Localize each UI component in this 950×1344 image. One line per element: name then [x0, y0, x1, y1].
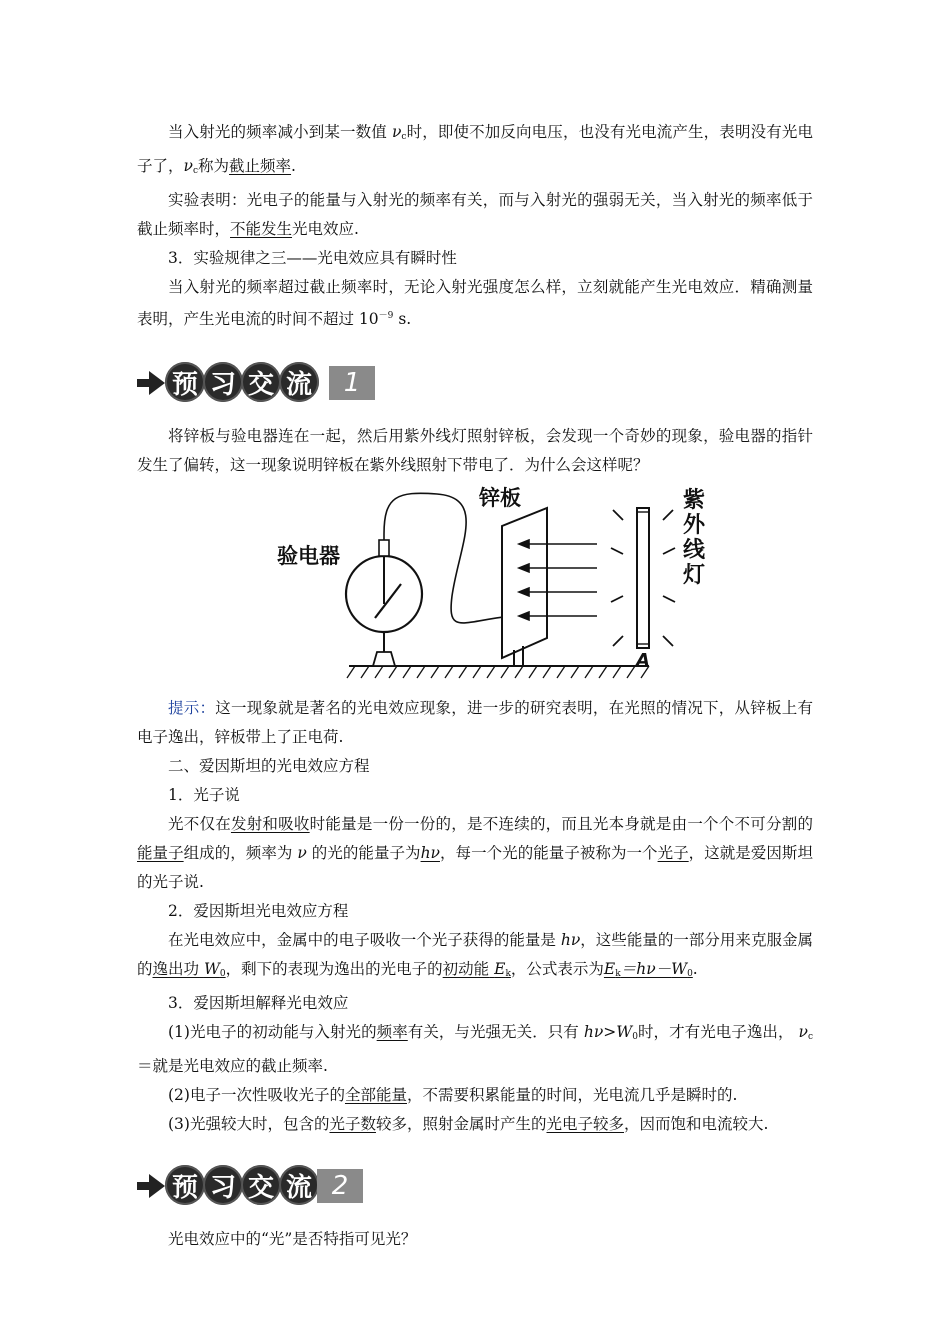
underlined-term: 全部能量: [344, 1086, 407, 1104]
paragraph-photon-theory: 光不仅在发射和吸收时能量是一份一份的，是不连续的，而且光本身就是由一个个不可分割的能量子组成的，频率为 ν 的光的能量子为hν，每一个光的能量子被称为一个光子，这就是爱因斯坦的光子说.: [137, 815, 813, 891]
electroscope-label: 验电器: [277, 544, 340, 568]
underlined-term: 截止频率: [229, 157, 292, 175]
paragraph-point-3: (3)光强较大时，包含的光子数较多，照射金属时产生的光电子较多，因而饱和电流较大.: [168, 1115, 769, 1133]
paragraph-instantaneous: 当入射光的频率超过截止频率时，无论入射光强度怎么样，立刻就能产生光电效应．精确测量表明，产生光电流的时间不超过 $10^{-9}$ s.: [137, 278, 813, 328]
document-page: [137, 118, 813, 1254]
section-heading-einstein: 二、爱因斯坦的光电效应方程: [168, 757, 370, 775]
underlined-term: 初动能 $E_k$: [442, 960, 511, 979]
paragraph-point-2: (2)电子一次性吸收光子的全部能量，不需要积累能量的时间，光电流几乎是瞬时的.: [168, 1086, 738, 1104]
underlined-term: 不能发生: [230, 220, 293, 238]
underlined-term: 频率: [376, 1023, 408, 1041]
paragraph-hint: 提示：这一现象就是著名的光电效应现象，进一步的研究表明，在光照的情况下，从锌板上有电子逸出，锌板带上了正电荷.: [137, 699, 813, 746]
banner-number: 1: [329, 366, 375, 400]
underlined-term: 光电子较多: [546, 1115, 625, 1133]
heading-rule-three: 3．实验规律之三——光电效应具有瞬时性: [168, 249, 457, 267]
equation: $E_k=h\nu-W_0$: [603, 960, 693, 979]
uv-lamp-label: 紫 外 线 灯: [683, 488, 706, 588]
nu-symbol: $\nu_c$: [183, 157, 198, 176]
preview-exchange-banner-2: [137, 1165, 813, 1207]
banner-title: 预 习 交 流: [165, 1165, 317, 1207]
paragraph-question: 将锌板与验电器连在一起，然后用紫外线灯照射锌板，会发现一个奇妙的现象，验电器的指针发生了偏转，这一现象说明锌板在紫外线照射下带电了．为什么会这样呢？: [137, 427, 813, 474]
underlined-term: hν: [420, 844, 440, 862]
paragraph-question-2: 光电效应中的“光”是否特指可见光？: [168, 1230, 417, 1248]
underlined-term: 发射和吸收: [230, 815, 310, 833]
paragraph-einstein-equation: 在光电效应中，金属中的电子吸收一个光子获得的能量是 hν，这些能量的一部分用来克服金属的逸出功 $W_0$，剩下的表现为逸出的光电子的初动能 $E_k$，公式表示为$E_k=h\nu-W_0$.: [137, 931, 813, 979]
lamp-letter-label: A: [636, 650, 650, 671]
text: 当入射光的频率减小到某一数值: [168, 123, 392, 141]
banner-number: 2: [317, 1169, 363, 1203]
underlined-term: 光子数: [329, 1115, 376, 1133]
zinc-plate-label: 锌板: [479, 486, 521, 510]
experiment-diagram: [137, 486, 813, 686]
hint-label: 提示：: [168, 699, 216, 717]
text: 时，即使不加反向电压，也没有光电流产生，表明没有光电子了，: [137, 123, 813, 175]
nu-symbol: $\nu_c$: [391, 123, 407, 142]
paragraph-experiment-result: 实验表明：光电子的能量与入射光的频率有关，而与入射光的强弱无关，当入射光的频率低于截止频率时，不能发生光电效应.: [137, 191, 813, 238]
heading-photon-theory: 1．光子说: [168, 786, 240, 804]
paragraph-point-1: (1)光电子的初动能与入射光的频率有关，与光强无关．只有 $h\nu>W_0$时，才有光电子逸出， $\nu_c=$就是光电效应的截止频率.: [137, 1023, 813, 1075]
paragraph-cutoff-frequency: 当入射光的频率减小到某一数值 $\nu_c$时，即使不加反向电压，也没有光电流产生，表明没有光电子了，$\nu_c$称为截止频率.: [137, 123, 813, 176]
underlined-term: 逸出功 $W_0$: [152, 960, 226, 979]
banner-title: 预 习 交 流: [165, 362, 317, 404]
preview-exchange-banner-1: [137, 362, 813, 404]
arrow-icon: [137, 368, 167, 398]
underlined-term: 能量子: [137, 844, 184, 862]
arrow-icon: [137, 1171, 167, 1201]
heading-einstein-explanation: 3．爱因斯坦解释光电效应: [168, 994, 349, 1012]
photoelectric-experiment-figure: [137, 486, 813, 686]
text: 称为: [198, 157, 230, 175]
heading-einstein-equation: 2．爱因斯坦光电效应方程: [168, 902, 349, 920]
underlined-term: 光子: [657, 844, 689, 862]
